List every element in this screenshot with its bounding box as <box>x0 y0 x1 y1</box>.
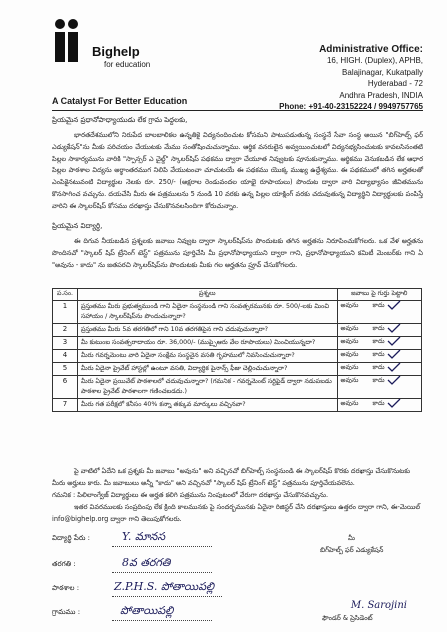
row-number: 5 <box>53 363 78 376</box>
school-line <box>112 596 222 597</box>
table-row <box>53 301 422 324</box>
table-row <box>53 363 422 376</box>
student-name-value: Y. మానస <box>122 530 166 543</box>
eligibility-table <box>52 288 422 412</box>
answer-no[interactable] <box>373 377 405 386</box>
village-value: పోతాయిపల్లి <box>120 604 174 617</box>
answer-yes[interactable]: అవును <box>340 364 359 371</box>
answer-no-label: కాదు <box>372 400 385 407</box>
sign-prefix: మీ <box>348 534 355 542</box>
brand-subtitle: for education <box>104 60 151 69</box>
student-name-label: విద్యార్థి పేరు : <box>52 534 90 542</box>
table-header-row <box>53 289 422 301</box>
tick-mark-icon <box>387 398 401 408</box>
row-number: 3 <box>53 337 78 350</box>
office-address <box>279 44 423 113</box>
school-label: పాఠశాల : <box>52 584 80 592</box>
table-row <box>53 324 422 337</box>
col-answer-header: జవాబు పై గుర్తు పెట్టాలి <box>337 289 421 301</box>
answer-yes[interactable]: అవును <box>340 351 359 358</box>
class-line <box>112 572 212 573</box>
table-row <box>53 399 422 412</box>
answer-no-label: కాదు <box>372 351 385 358</box>
answer-yes[interactable]: అవును <box>340 377 359 384</box>
row-number: 4 <box>53 350 78 363</box>
answer-no-label: కాదు <box>372 377 385 384</box>
contact-note: ఇతర వివరములకు సంప్రదింపు లేక క్రింది కాలమునకు పై సందర్భమునకు ఏదైనా రిజిస్టర్ చేసి దరఖాస్తులు ఉత్తరం ద్వారా గాని, ఈ-మెయిల్ <box>74 503 420 511</box>
tick-mark-icon <box>387 362 401 372</box>
row-number: 7 <box>53 399 78 412</box>
row-answer <box>337 399 421 412</box>
row-answer <box>337 350 421 363</box>
answer-yes[interactable]: అవును <box>340 302 359 309</box>
row-question: మీరు ఏదైనా ప్రయివేట్ పాఠశాలలో చదువుచున్నారా? (గమనిక - గవర్నమెంట్ సర్టిఫైడ్ ద్వారా నడుపబడు పాఠశాల ప్రైవేట్ పాఠశాలగా గణించబడదు.) <box>77 376 337 399</box>
row-answer <box>337 301 421 324</box>
row-answer <box>337 337 421 350</box>
row-question: ప్రస్తుతము మీరు 5వ తరగతిలో గాని 10వ తరగతిపైన గాని చదువుచున్నారా? <box>77 324 337 337</box>
row-number: 2 <box>53 324 78 337</box>
school-value: Z.P.H.S. పోతాయిపల్లి <box>114 580 215 593</box>
col-number-header: ప.సం. <box>53 289 78 301</box>
answer-no[interactable] <box>373 400 405 409</box>
sign-organisation: బిగ్‌హెల్ప్ ఫర్ ఎడ్యుకేషన్ <box>320 546 384 554</box>
tick-mark-icon <box>387 300 401 310</box>
village-line <box>112 620 212 621</box>
address-line: 16, HIGH. (Duplex), APHB, <box>326 56 423 65</box>
student-name-line <box>112 546 212 547</box>
table-row <box>53 376 422 399</box>
village-label: గ్రామము : <box>52 608 81 616</box>
brand-name: Bighelp <box>92 44 140 59</box>
address-line: Andhra Pradesh, INDIA <box>339 90 423 100</box>
answer-no[interactable] <box>373 351 405 360</box>
row-question: మీరు గవర్నమెంటు వారి ఏదైనా సంక్షేమ సంస్థనైన వసతి గృహములో నివసించుచున్నారా? <box>77 350 337 363</box>
office-title: Administrative Office: <box>319 44 423 55</box>
answer-no[interactable] <box>373 302 405 311</box>
answer-yes[interactable]: అవును <box>340 338 359 345</box>
answer-yes[interactable]: అవును <box>340 400 359 407</box>
address-line: Balajinagar, Kukatpally <box>342 67 423 77</box>
answer-no-label: కాదు <box>372 338 385 345</box>
row-question: ప్రస్తుతము మీరు ప్రభుత్వముండి గాని ఏదైనా సంస్థనుండి గాని సంవత్సరమునకు రూ. 500/-లకు మించి సహాయం / స్కాలర్‌షిప్‌ను పొందుచున్నారా? <box>77 301 337 324</box>
intro-paragraph: భారతదేశములోని నిరుపేద బాలబాలికల ఉన్నతికై విద్యనందించుట కోసమని పాటుపడుతున్న సంస్థనే సేవా సంస్థ అయిన "బిగ్‌హెల్ప్ ఫర్ ఎడ్యుకేషన్"ను మీకు పరిచయం చేయుటకు మేము సంతోషించుచున్నాము. ఆర్థిక వనరులైన అవ్వయించుటలో విద్యనభ్యసించుటకు కావలసినంతటి పిల్లల సాకార్యమును వారికి "స్పాన్సర్ ఎ చైల్డ్" స్కాలర్‌షిప్ పథకము ద్వారా చేయూత నివ్వుటకు పూనుకున్నాము. ఆర్థికము వెనుకబడిన లేక ఆధార పిల్లల పాఠశాల విద్యను అర్థాంతరముగ నిలిపి వేయుటంచా చూచుటయే ఈ పథకము యొక్క ముఖ్య ఉద్దేశ్యము. ఈ పథకములో తగిన అర్హతలతో ఎంపికైనటువంటి విద్యార్థుల నెలకు రూ. 250/- (అక్షరాల రెండువందల యాభై రూపాయలు) పొందుట ద్వారా వారి విద్యాభ్యాసం జీవితమును కొనసాగించ వచ్చును. దయచేసి మీరు ఈ పత్రములను 5 నుండి 10 వరకు ఉన్న పిల్లల యాక్షింగ్ వరకు చదువుతున్న విద్యార్థిని విద్యార్థులకు పంపిస్తే వారిని ఈ స్కాలర్‌షిప్ కోసము దరఖాస్తు చేసుకొనవలసిందిగా కోరుచున్నాం. <box>52 131 423 210</box>
phone-line: Phone: +91-40-23152224 / 9949757765 <box>279 102 423 111</box>
answer-no[interactable] <box>373 338 405 347</box>
tagline: A Catalyst For Better Education <box>52 96 188 106</box>
answer-no-label: కాదు <box>372 302 385 309</box>
row-answer <box>337 363 421 376</box>
answer-no[interactable] <box>373 325 405 334</box>
student-greeting: ప్రియమైన విద్యార్థి, <box>52 222 103 230</box>
row-number: 6 <box>53 376 78 399</box>
answer-no-label: కాదు <box>372 325 385 332</box>
sign-title: ఫౌండర్ & ప్రెసిడెంట్ <box>322 614 373 622</box>
email-line: info@bighelp.org ద్వారా గాని తెలుపుకోగలరు. <box>52 515 182 523</box>
row-question: మీరు గత పరీక్షలో కనీసం 40% కన్నా తక్కువ మార్కులు వచ్చినవా? <box>77 399 337 412</box>
tick-mark-icon <box>387 349 401 359</box>
tick-mark-icon <box>387 375 401 385</box>
row-answer <box>337 324 421 337</box>
row-question: మీరు ఏదైనా ప్రైవేట్ హాస్టల్లో ఉంటూ వసతి, విద్యార్థిక పైనాన్స్ ఫీజు చెల్లించుచున్నారా? <box>77 363 337 376</box>
row-question: మీ కుటుంబ సంవత్సరాదాయం రూ. 36,000/- (ముప్పైఆరు వేల రూపాయలు) మించియున్నదా? <box>77 337 337 350</box>
class-label: తరగతి : <box>52 560 76 568</box>
row-answer <box>337 376 421 399</box>
col-questions-header: ప్రశ్నలు <box>77 289 337 301</box>
instructions-paragraph: ఈ దిగువ నీయబడిన ప్రశ్నలకు జవాబు నివ్వుట ద్వారా స్కాలర్‌షిప్‌ను పొందుటకు తగిన అర్హతను నిరూపించుకోగలరు. ఒక వేళ అర్హతను పొందినచో "స్కాలర్ షిప్ ట్రేనింగ్ టెస్ట్" పత్రమును పూర్తిచేసి మీ ప్రధానోపాధ్యాయుని ద్వారా గాని, ప్రధానోపాధ్యాయుని కమిటీ మెంబర్‌కు గాని ఏ "అవును - కాదు" ను జతపరచి స్కాలర్‌షిప్‌ను పొందుటకు మీకు గల అర్హతను ప్రూవ్ చేసుకోగలరు. <box>52 237 423 269</box>
answer-no-label: కాదు <box>372 364 385 371</box>
result-note: పై వాటిలో ఏదేని ఒక ప్రశ్నకు మీ జవాబు "అవును" అని వచ్చినచో బిగ్‌హెల్ప్ సంస్థనుండి ఈ స్కాలర్‌షిప్ కొరకు దరఖాస్తు చేసుకొనుటకు మీరు అర్హులు కారు. మీ జవాబులు అన్నీ "కాదు" అని వచ్చినచో "స్కాలర్ షిప్ ట్రేనింగ్ టెస్ట్" పత్రమును పూర్తిచేయవలెను. <box>52 467 410 487</box>
founder-signature: M. Sarojini <box>350 600 407 611</box>
header-divider <box>52 110 423 111</box>
table-row <box>53 350 422 363</box>
answer-yes[interactable]: అవును <box>340 325 359 332</box>
table-row <box>53 337 422 350</box>
class-value: 8వ తరగతి <box>122 556 171 569</box>
answer-no[interactable] <box>373 364 405 373</box>
row-number: 1 <box>53 301 78 324</box>
remark-note: గమనిక : పిలిలాంగ్వేజ్ విద్యార్థులు ఈ అర్హత కలిగి పత్రమును నింపుటంలో వేరుగా దరఖాస్తు చేసుకొనవచ్చును. <box>52 491 329 499</box>
tick-mark-icon <box>387 323 401 333</box>
tick-mark-icon <box>387 336 401 346</box>
greeting: ప్రియమైన ప్రధానోపాధ్యాయుడు లేక గ్రామ పెద్దలకు, <box>52 116 188 124</box>
address-line: Hyderabad - 72 <box>367 79 423 88</box>
